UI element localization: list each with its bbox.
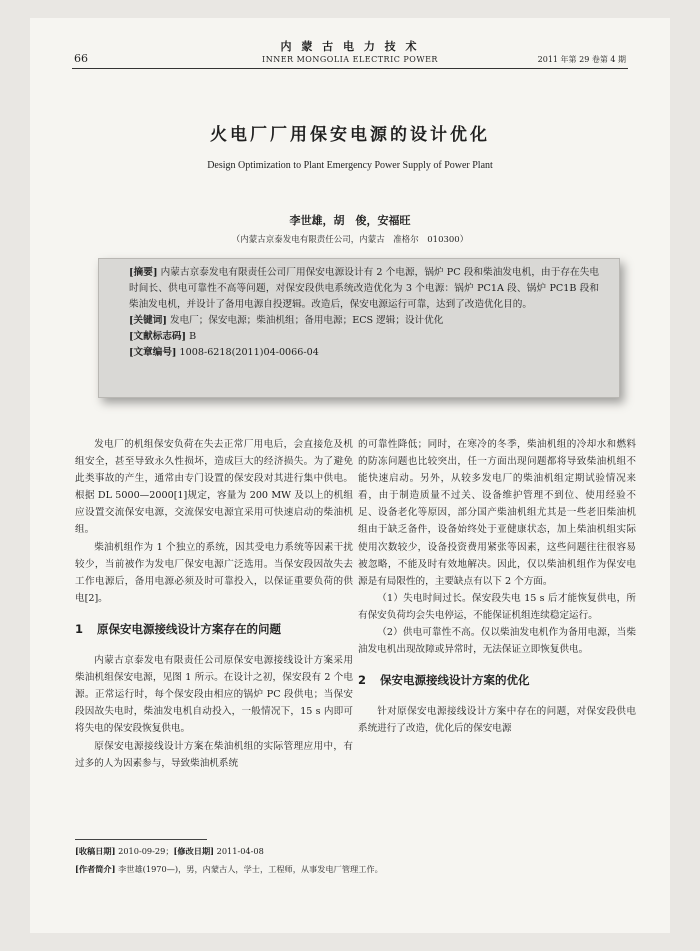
authors: 李世雄，胡 俊，安福旺 bbox=[289, 214, 411, 227]
journal-name-en: INNER MONGOLIA ELECTRIC POWER bbox=[262, 55, 438, 64]
article-title-en: Design Optimization to Plant Emergency Power Supply of Power Plant bbox=[207, 160, 493, 171]
revised-date: 2011-04-08 bbox=[216, 846, 264, 856]
paragraph: （1）失电时间过长。保安段失电 15 s 后才能恢复供电，所有保安负荷均会失电停运，不能保证机组连续稳定运行。 bbox=[358, 592, 636, 621]
footnote-dates bbox=[75, 846, 264, 857]
section-number: 1 bbox=[75, 621, 84, 636]
affiliation: （内蒙古京泰发电有限责任公司，内蒙古 准格尔 010300） bbox=[231, 235, 469, 245]
footnote-divider bbox=[75, 839, 207, 840]
footnote-author bbox=[75, 864, 383, 875]
issue-info: 2011 年第 29 卷第 4 期 bbox=[537, 55, 626, 64]
article-number-label: [文章编号] bbox=[129, 347, 177, 358]
abstract-box bbox=[98, 258, 620, 398]
doc-code-label: [文献标志码] bbox=[129, 331, 187, 342]
page-number: 66 bbox=[74, 52, 88, 65]
author-bio-label: [作者简介] bbox=[75, 864, 116, 874]
author-bio: 李世雄(1970—)，男，内蒙古人，学士，工程师，从事发电厂管理工作。 bbox=[118, 864, 383, 874]
paragraph: 针对原保安电源接线设计方案中存在的问题，对保安段供电系统进行了改造，优化后的保安电源 bbox=[358, 706, 636, 735]
article-title: 火电厂厂用保安电源的设计优化 bbox=[210, 125, 490, 145]
header-divider bbox=[72, 68, 628, 69]
paragraph: （2）供电可靠性不高。仅以柴油发电机作为备用电源，当柴油发电机出现故障或异常时，无法保证立即恢复供电。 bbox=[358, 627, 636, 656]
section-heading-1 bbox=[75, 621, 353, 638]
paragraph: 的可靠性降低；同时，在寒冷的冬季，柴油机组的冷却水和燃料的防冻问题也比较突出，任一方面出现问题都将导致柴油机组不能快速启动。另外，从较多发电厂的柴油机组定期试验情况来看，由于制造质量不过关、设备维护管理不到位、使用经验不足、设备老化等原因，部分国产柴油机组尤其是一些老旧柴油机组由于缺乏备件，设备始终处于亚健康状态，加上柴油机组实际使用次数较少，设备投资费用紧张等因素，这些问题往往很容易被忽略，不能及时有效地解决。因此，仅以柴油机组作为保安电源是有局限性的，主要缺点有以下 2 个方面。 bbox=[358, 439, 636, 587]
received-date: 2010-09-29； bbox=[118, 846, 174, 856]
keywords-text: 发电厂；保安电源；柴油机组；备用电源；ECS 逻辑；设计优化 bbox=[169, 315, 444, 326]
paragraph: 原保安电源接线设计方案在柴油机组的实际管理应用中，有过多的人为因素参与，导致柴油机系统 bbox=[75, 740, 353, 769]
keywords bbox=[129, 313, 599, 329]
paragraph: 发电厂的机组保安负荷在失去正常厂用电后，会直接危及机组安全，甚至导致永久性损坏，造成巨大的经济损失。为了避免此类事故的产生，通常由专门设置的保安段对其进行集中供电。根据 DL 5000—2000[1]规定，容量为 200 MW 及以上的机组应设置交流保安电源，交流保安电源宜采用可快速启动的柴油机组。 bbox=[75, 439, 353, 536]
right-column bbox=[358, 436, 636, 738]
keywords-label: [关键词] bbox=[129, 315, 167, 326]
left-column bbox=[75, 436, 353, 772]
section-title: 保安电源接线设计方案的优化 bbox=[380, 673, 530, 688]
journal-name: 内 蒙 古 电 力 技 术 bbox=[280, 40, 420, 53]
received-label: [收稿日期] bbox=[75, 846, 116, 856]
paragraph: 柴油机组作为 1 个独立的系统，因其受电力系统等因素干扰较少，当前被作为发电厂保安电源广泛选用。当保安段因故失去工作电源后，备用电源必须及时可靠投入，以保证重要负荷的供电[2]。 bbox=[75, 541, 353, 604]
doc-code-value: B bbox=[189, 331, 197, 342]
paragraph: 内蒙古京泰发电有限责任公司原保安电源接线设计方案采用柴油机组保安电源，见图 1 所示。在设计之初，保安段有 2 个电源。正常运行时，每个保安段由相应的锅炉 PC 段供电；当保安段因故失电时，柴油发电机自动投入，一般情况下，15 s 内即可将失电的保安段恢复供电。 bbox=[75, 655, 353, 735]
article-number-value: 1008-6218(2011)04-0066-04 bbox=[179, 347, 319, 358]
abstract bbox=[129, 265, 599, 313]
section-title: 原保安电源接线设计方案存在的问题 bbox=[97, 621, 281, 636]
abstract-text: 内蒙古京泰发电有限责任公司厂用保安电源设计有 2 个电源，锅炉 PC 段和柴油发电机，由于存在失电时间长、供电可靠性不高等问题，对保安段供电系统改造优化为 3 个电源：锅炉 PC1A 段、锅炉 PC1B 段和柴油发电机，并设计了备用电源自投逻辑。改造后，保安电源运行可靠，达到了改造优化目的。 bbox=[129, 267, 599, 310]
doc-code bbox=[129, 329, 599, 345]
section-number: 2 bbox=[358, 673, 367, 688]
section-heading-2 bbox=[358, 672, 636, 689]
revised-label: [修改日期] bbox=[173, 846, 215, 856]
article-number bbox=[129, 345, 599, 361]
abstract-label: [摘要] bbox=[129, 267, 158, 278]
